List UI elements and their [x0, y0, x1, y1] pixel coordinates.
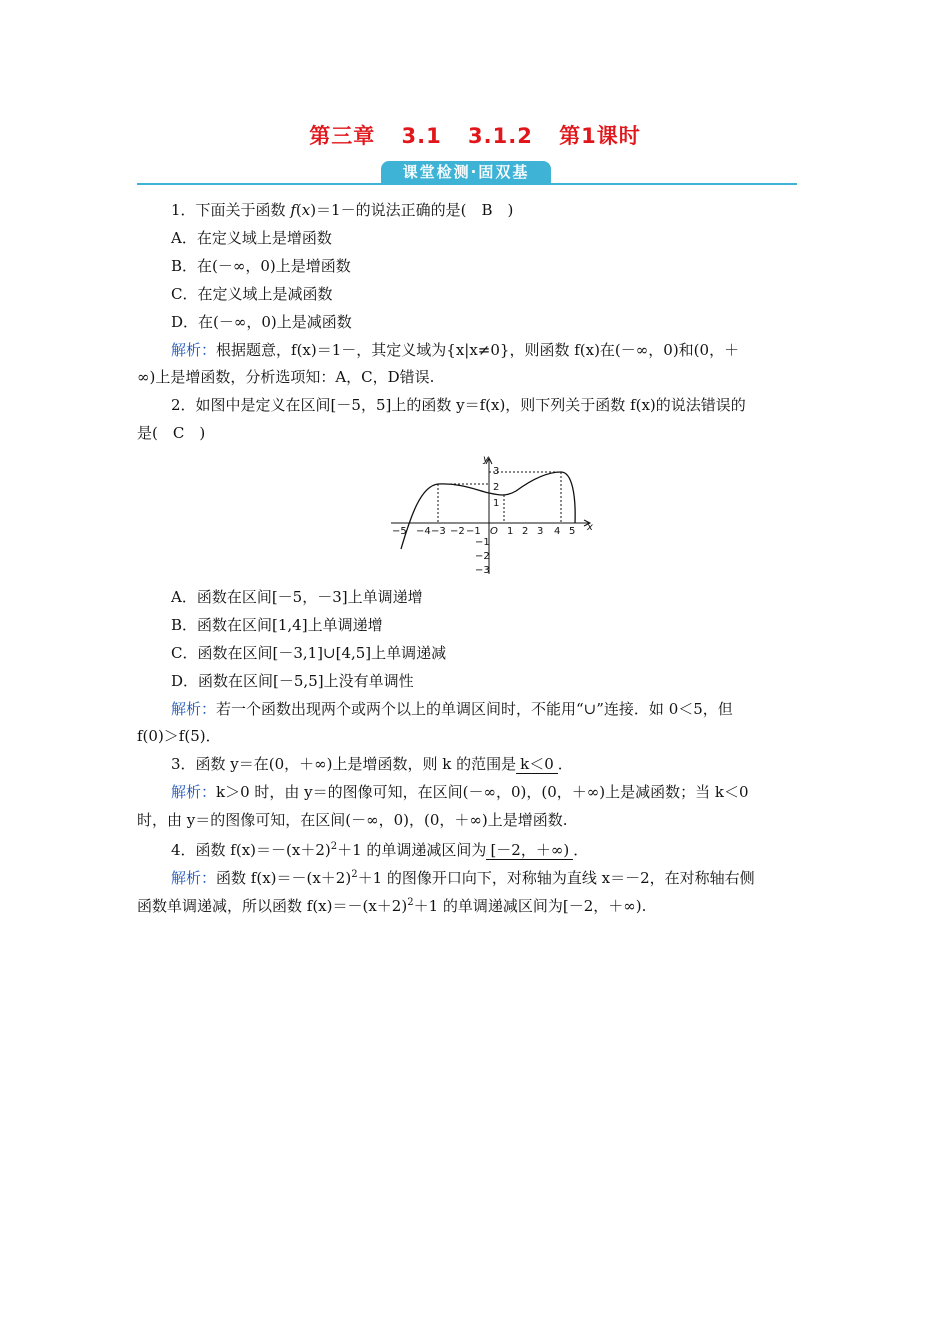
chapter-label: 第三章 — [309, 124, 376, 148]
q1-option-d: D．在(－∞，0)上是减函数 — [171, 313, 352, 331]
analysis-label: 解析： — [171, 783, 217, 801]
q4-analysis-exponent1: 2 — [351, 869, 358, 880]
q1-stem — [171, 200, 513, 220]
q1-stem-part: ( — [295, 201, 302, 219]
y-tick-label: −1 — [475, 537, 490, 548]
x-tick-label: −1 — [466, 526, 481, 537]
q4-analysis-text2a: 函数单调递减，所以函数 f(x)＝－(x＋2) — [137, 897, 408, 915]
q3-analysis-text1: k＞0 时，由 y＝的图像可知，在区间(－∞，0)，(0，＋∞)上是减函数；当 k＜0 — [216, 783, 749, 801]
q4-analysis-text1a: 函数 f(x)＝－(x＋2) — [216, 869, 352, 887]
analysis-label: 解析： — [171, 869, 217, 887]
x-axis-label: x — [587, 522, 593, 533]
y-tick-label: 2 — [493, 482, 500, 493]
q1-option-c: C．在定义域上是减函数 — [171, 285, 333, 303]
subsection-label: 3.1.2 — [468, 124, 533, 148]
q3-answer-blank: k＜0 — [516, 755, 558, 774]
q4-analysis-text2b: ＋1 的单调递减区间为[－2，＋∞). — [413, 897, 647, 915]
x-tick-label: −5 — [392, 526, 407, 537]
q2-option-d: D．函数在区间[－5,5]上没有单调性 — [171, 672, 414, 690]
x-tick-label: 1 — [507, 526, 514, 537]
q2-analysis-line1 — [171, 699, 733, 719]
y-axis-label: y — [483, 454, 489, 465]
x-tick-label: 5 — [569, 526, 576, 537]
q4-stem-end: ． — [573, 841, 589, 859]
q3-analysis-line2: 时，由 y＝的图像可知，在区间(－∞，0)，(0，＋∞)上是增函数. — [137, 811, 568, 829]
x-tick-label: −3 — [431, 526, 446, 537]
q1-analysis-line1 — [171, 340, 739, 360]
q3-stem-end: ． — [557, 755, 573, 773]
q2-analysis-line2: f(0)＞f(5)． — [137, 727, 221, 745]
q4-stem-exponent: 2 — [330, 841, 338, 852]
y-tick-label: 1 — [493, 498, 500, 509]
q1-stem-part: )＝1－的说法正确的是( B ) — [310, 201, 514, 219]
q2-option-a: A．函数在区间[－5，－3]上单调递增 — [171, 588, 423, 606]
x-tick-label: 2 — [522, 526, 529, 537]
q4-analysis-line1 — [171, 865, 755, 888]
x-tick-label: −2 — [450, 526, 465, 537]
lesson-label: 第1课时 — [559, 124, 641, 148]
q4-stem-text: 4．函数 f(x)＝－(x＋2) — [171, 841, 331, 859]
q2-option-b: B．函数在区间[1,4]上单调递增 — [171, 616, 383, 634]
q2-stem-line2: 是( C ) — [137, 424, 206, 442]
page-title — [0, 120, 950, 150]
origin-label: O — [490, 526, 498, 537]
analysis-label: 解析： — [171, 341, 217, 359]
q1-stem-part: f — [290, 201, 296, 219]
q4-analysis-text1b: ＋1 的图像开口向下，对称轴为直线 x＝－2，在对称轴右侧 — [357, 869, 755, 887]
y-tick-label: 3 — [493, 466, 500, 477]
q3-stem-text: 3．函数 y＝在(0，＋∞)上是增函数，则 k 的范围是 — [171, 755, 517, 773]
analysis-label: 解析： — [171, 700, 217, 718]
q1-analysis-text1: 根据题意，f(x)＝1－，其定义域为{x|x≠0}，则函数 f(x)在(－∞，0)和(0，＋ — [216, 341, 740, 359]
q2-stem-line1: 2．如图中是定义在区间[－5，5]上的函数 y＝f(x)，则下列关于函数 f(x)的说法错误的 — [171, 396, 746, 414]
y-tick-label: −3 — [475, 565, 490, 576]
x-tick-label: 3 — [537, 526, 544, 537]
q1-stem-part: 1．下面关于函数 — [171, 201, 291, 219]
q4-answer-blank: [－2，＋∞) — [486, 841, 573, 860]
x-tick-label: 4 — [554, 526, 561, 537]
q4-stem-text2: ＋1 的单调递减区间为 — [337, 841, 487, 859]
q3-stem — [171, 754, 573, 774]
q4-stem — [171, 837, 588, 860]
section-label: 3.1 — [401, 124, 442, 148]
q3-analysis-line1 — [171, 782, 749, 802]
function-graph — [386, 450, 601, 580]
section-banner: 课堂检测·固双基 — [381, 161, 551, 183]
q4-analysis-exponent2: 2 — [407, 897, 414, 908]
q2-option-c: C．函数在区间[－3,1]∪[4,5]上单调递减 — [171, 644, 447, 662]
q2-analysis-text1: 若一个函数出现两个或两个以上的单调区间时，不能用“∪”连接．如 0＜5，但 — [216, 700, 733, 718]
x-tick-label: −4 — [416, 526, 431, 537]
q1-stem-part: x — [301, 201, 311, 219]
q4-analysis-line2 — [137, 893, 646, 916]
q1-option-b: B．在(－∞，0)上是增函数 — [171, 257, 351, 275]
y-tick-label: −2 — [475, 551, 490, 562]
q1-option-a: A．在定义域上是增函数 — [171, 229, 332, 247]
q1-analysis-line2: ∞)上是增函数，分析选项知：A，C，D错误. — [137, 368, 435, 386]
header-divider — [137, 183, 797, 185]
